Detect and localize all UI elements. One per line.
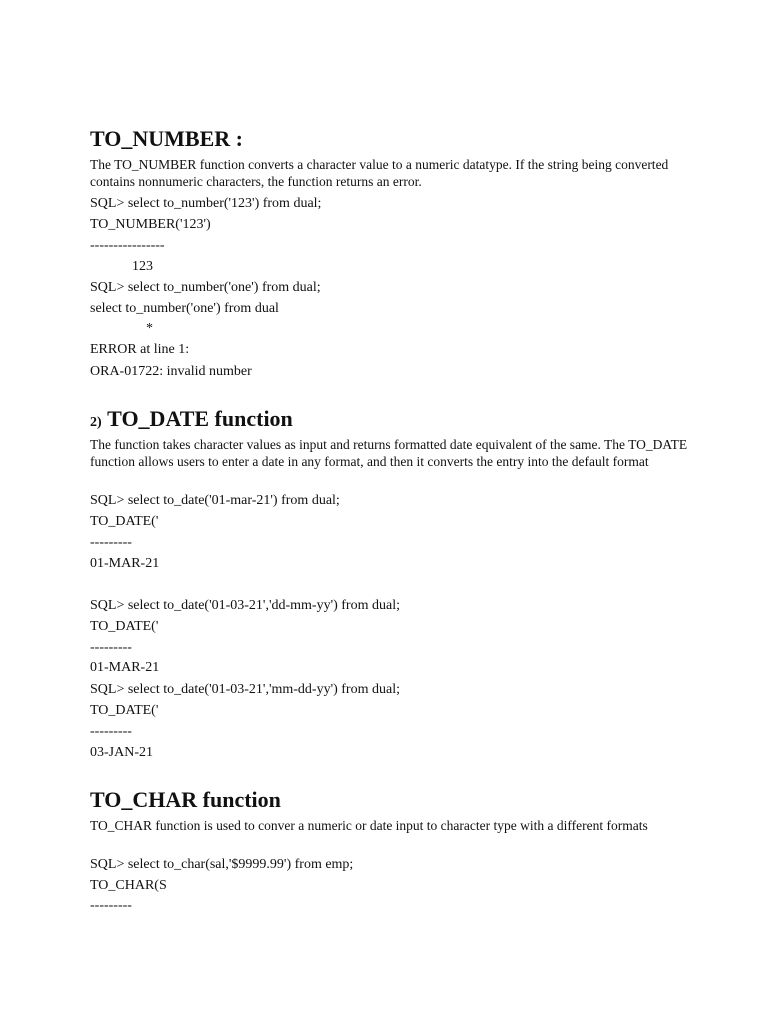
code-line: SQL> select to_date('01-03-21','dd-mm-yy') from dual; <box>90 598 400 613</box>
to-number-heading: TO_NUMBER : <box>90 126 243 151</box>
section-number: 2) <box>90 415 102 430</box>
code-line: TO_DATE(' <box>90 514 159 529</box>
code-line: TO_CHAR(S <box>90 878 167 893</box>
code-line: select to_number('one') from dual <box>90 301 279 316</box>
code-line: SQL> select to_number('one') from dual; <box>90 280 321 295</box>
to-char-heading: TO_CHAR function <box>90 787 281 812</box>
code-line: TO_DATE(' <box>90 703 159 718</box>
code-line: SQL> select to_char(sal,'$9999.99') from emp; <box>90 857 354 872</box>
code-line: ---------------- <box>90 238 165 253</box>
code-line: 123 <box>90 259 153 274</box>
code-line: --------- <box>90 724 132 739</box>
code-line: --------- <box>90 640 132 655</box>
code-line: SQL> select to_date('01-03-21','mm-dd-yy') from dual; <box>90 682 400 697</box>
code-line: ERROR at line 1: <box>90 342 190 357</box>
code-line: 01-MAR-21 <box>90 660 160 675</box>
code-line: 01-MAR-21 <box>90 556 160 571</box>
code-line: TO_DATE(' <box>90 619 159 634</box>
code-line: 03-JAN-21 <box>90 745 153 760</box>
to-number-description: The TO_NUMBER function converts a character value to a numeric datatype. If the string being converted contains nonnumeric characters, the function returns an error. <box>90 157 669 189</box>
code-line: SQL> select to_date('01-mar-21') from dual; <box>90 493 340 508</box>
to-date-heading <box>90 407 293 435</box>
code-line: --------- <box>90 898 132 913</box>
code-line: ORA-01722: invalid number <box>90 364 252 379</box>
code-line: SQL> select to_number('123') from dual; <box>90 196 322 211</box>
to-char-description: TO_CHAR function is used to conver a numeric or date input to character type with a different formats <box>90 818 648 833</box>
code-line: * <box>90 321 153 336</box>
code-line: TO_NUMBER('123') <box>90 217 211 232</box>
to-date-description: The function takes character values as input and returns formatted date equivalent of the same. The TO_DATE function allows users to enter a date in any format, and then it converts the entry into the default format <box>90 437 688 469</box>
code-line: --------- <box>90 535 132 550</box>
to-date-heading-text: TO_DATE function <box>107 406 293 431</box>
